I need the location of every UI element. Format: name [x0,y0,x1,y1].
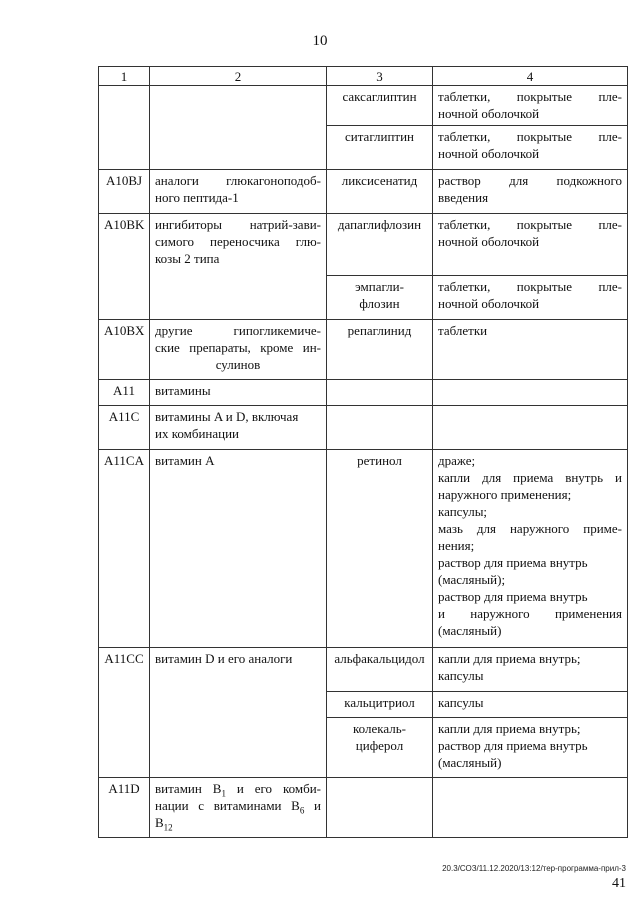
form-cell [433,170,628,214]
drug-cell [327,126,433,170]
group-line [155,797,321,814]
form-line: раствор для приема внутрь [438,589,588,604]
drug-cell: альфакальцидол [327,648,433,692]
drug-cell [327,406,433,450]
atc-code-cell: A10BK [99,214,150,320]
drug-cell: ликсисенатид [327,170,433,214]
form-line: таблетки, покрытые пле- [438,89,622,104]
drug-line: циферол [355,738,404,753]
atc-code-cell [99,86,150,170]
footer-document-code: 20.3/СОЗ/11.12.2020/13:12/тер-программа-прил-3 [442,864,626,873]
group-line: их комбинации [155,426,240,441]
group-line: витамины A и D, включая [155,409,299,424]
drug-cell: дапаглифлозин [327,214,433,276]
form-line: капли для приема внутрь; [438,721,581,736]
drug-table [98,66,628,838]
form-cell: капсулы [433,692,628,718]
group-cell [150,406,327,450]
form-cell [433,718,628,778]
header-col-4: 4 [433,67,628,86]
group-cell [150,170,327,214]
atc-code-cell: A11C [99,406,150,450]
group-cell: витамин A [150,450,327,648]
table-row [99,406,628,450]
table-row [99,778,628,838]
form-line: капли для приема внутрь; [438,651,581,666]
form-line: раствор для приема внутрь [438,738,588,753]
form-cell [433,406,628,450]
atc-code-cell: A10BX [99,320,150,380]
group-cell [150,778,327,838]
drug-line: флозин [359,296,400,311]
group-text: витамин B [155,781,222,796]
group-line: симого переносчика глю- [155,234,321,249]
table-row [99,214,628,276]
form-line: капли для приема внутрь и [438,470,622,485]
drug-name: саксаглиптин [342,89,417,104]
atc-code-cell: A11 [99,380,150,406]
atc-code-cell: A10BJ [99,170,150,214]
form-line: капсулы; [438,504,488,519]
group-text: и его комби- [225,781,321,796]
drug-cell [327,718,433,778]
header-col-1: 1 [99,67,150,86]
footer-page-number: 41 [612,876,626,891]
group-cell [150,320,327,380]
form-line: (масляный) [438,755,502,770]
form-line: ночной оболочкой [438,234,540,249]
subscript: 12 [163,822,173,833]
form-line: раствор для приема внутрь [438,555,588,570]
drug-line: колекаль- [353,721,406,736]
drug-cell [327,778,433,838]
group-line: другие гипогликемиче- [155,323,321,338]
atc-code-cell: A11CC [99,648,150,778]
group-cell [150,214,327,320]
group-line: ингибиторы натрий-зави- [155,217,321,232]
header-col-3: 3 [327,67,433,86]
group-line: козы 2 типа [155,251,220,266]
drug-cell: репаглинид [327,320,433,380]
form-cell [433,778,628,838]
table-row [99,648,628,692]
form-line: (масляный); [438,572,506,587]
drug-cell [327,276,433,320]
group-text: и [304,798,321,813]
form-cell [433,276,628,320]
group-cell: витамин D и его аналоги [150,648,327,778]
form-line: введения [438,190,489,205]
form-line: драже; [438,453,476,468]
form-line: мазь для наружного приме- [438,521,622,536]
form-cell [433,126,628,170]
group-cell [150,86,327,170]
table-header-row [99,67,628,86]
form-cell [433,86,628,126]
form-line: таблетки, покрытые пле- [438,217,622,232]
drug-cell: ретинол [327,450,433,648]
form-line: и наружного применения [438,606,622,621]
table-row [99,450,628,648]
form-cell [433,648,628,692]
form-line: ночной оболочкой [438,296,540,311]
drug-line: эмпагли- [355,279,404,294]
group-text: нации с витаминами B [155,798,300,813]
header-col-2: 2 [150,67,327,86]
group-line: сулинов [215,357,261,372]
group-cell: витамины [150,380,327,406]
table-row [99,380,628,406]
subscript: 1 [221,788,226,799]
form-line: таблетки, покрытые пле- [438,129,622,144]
form-cell [433,380,628,406]
group-line: аналоги глюкагоноподоб- [155,173,321,188]
drug-cell: кальцитриол [327,692,433,718]
form-cell: таблетки [433,320,628,380]
subscript: 6 [299,805,305,816]
form-line: (масляный) [438,623,502,638]
form-cell [433,450,628,648]
form-line: наружного применения; [438,487,572,502]
atc-code-cell: A11D [99,778,150,838]
drug-cell [327,380,433,406]
group-line: ские препараты, кроме ин- [155,340,321,355]
form-line: таблетки, покрытые пле- [438,279,622,294]
form-line: капсулы [438,668,484,683]
group-text: B [155,815,164,830]
group-line: ного пептида-1 [155,190,239,205]
drug-name: ситаглиптин [344,129,414,144]
table-row [99,86,628,126]
form-line: ночной оболочкой [438,106,540,121]
atc-code-cell: A11CA [99,450,150,648]
form-cell [433,214,628,276]
page-number: 10 [312,33,328,49]
drug-cell [327,86,433,126]
group-line [155,814,321,831]
table-row [99,320,628,380]
form-line: раствор для подкожного [438,173,622,188]
form-line: нения; [438,538,475,553]
table-row [99,170,628,214]
group-line [155,780,321,797]
form-line: ночной оболочкой [438,146,540,161]
